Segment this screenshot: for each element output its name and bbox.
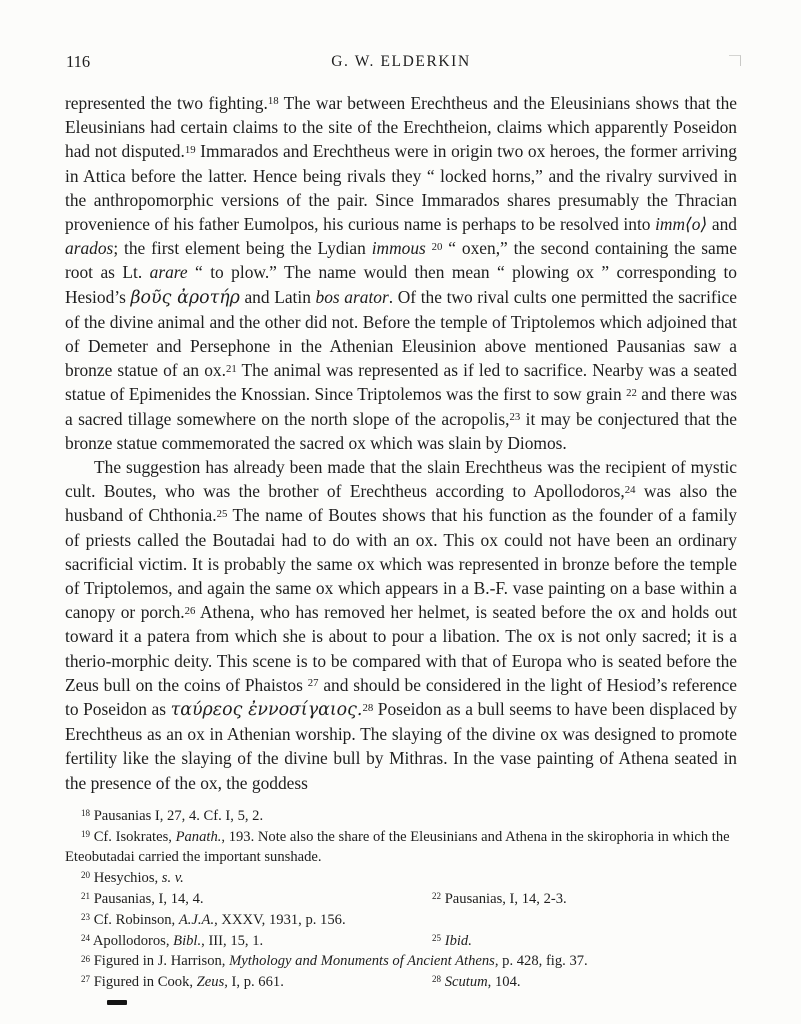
footnote: $^{18}$ Pausanias I, 27, 4. Cf. I, 5, 2.	[81, 807, 264, 824]
footnote-ref: 23	[509, 411, 521, 424]
paragraph: The suggestion has already been made that the slain Erechtheus was the recipient of mystic cult. Boutes, who was the brother of Erechtheus according to Apollodoros,$^{24}$ was also the husband of Chthonia.$^{25}$ The name of Boutes shows that his function as the founder of a family of priests called the Boutadai had to do with an ox. This ox could not have been an ordinary sacrificial victim. It is probably the same ox which was represented in bronze before the temple of Triptolemos, and again the same ox which appears in a B.-F. vase painting on a base within a canopy or porch.$^{26}$ Athena, who has removed her helmet, is seated before the ox and holds out toward it a patera from which she is about to pour a libation. The ox is not only sacred; it is a therio-morphic deity. This scene is to be compared with that of Europa who is seated before the Zeus bull on the coins of Phaistos $^{27}$ and should be considered in the light of Hesiod’s reference to Poseidon as ταύρεος ἐννοσίγαιος.$^{28}$ Poseidon as a bull seems to have been displaced by Erechtheus as an ox in Athenian worship. The slaying of the divine ox was designed to promote fertility like the slaying of the divine bull by Mithras. In the vase painting of Athena seated in the presence of the ox, the goddess	[65, 457, 738, 793]
footnote-ref: 26	[184, 604, 196, 617]
footnote-ref: 19	[184, 143, 196, 156]
footnote-ref: 24	[81, 932, 91, 943]
italic-text: arare	[149, 262, 188, 283]
footnote-ref: 24	[624, 483, 636, 496]
footnote-ref: 19	[81, 828, 91, 839]
footnote-ref: 27	[81, 974, 91, 985]
running-head: G. W. ELDERKIN	[331, 53, 471, 70]
footnote-ref: 18	[267, 95, 279, 108]
italic-text: Mythology and Monuments of Ancient Athens	[229, 953, 495, 970]
italic-text: Scutum	[444, 974, 488, 991]
footnote-ref: 25	[432, 932, 442, 943]
paragraph: represented the two fighting.$^{18}$ The war between Erechtheus and the Eleusinians shows that the Eleusinians had certain claims to the site of the Erechtheion, claims which apparently Poseidon had not disputed.$^{19}$ Immarados and Erechtheus were in origin two ox heroes, the former arriving in Attica before the latter. Hence being rivals they “ locked horns,” and the rivalry survived in the anthropomorphic versions of the pair. Since Immarados shares presumably the Thracian provenience of his father Eumolpos, his curious name is perhaps to be resolved into imm⟨o⟩ and arados; the first element being the Lydian immous $^{20}$ “ oxen,” the second containing the same root as Lt. arare “ to plow.” The name would then mean “ plowing ox ” corresponding to Hesiod’s βοῦς ἀροτήρ and Latin bos arator. Of the two rival cults one permitted the sacrifice of the divine animal and the other did not. Before the temple of Triptolemos which adjoined that of Demeter and Persephone in the Athenian Eleusinion above mentioned Pausanias saw a bronze statue of an ox.$^{21}$ The animal was represented as if led to sacrifice. Nearby was a seated statue of Epimenides the Knossian. Since Triptolemos was the first to sow grain $^{22}$ and there was a sacred tillage somewhere on the north slope of the acropolis,$^{23}$ it may be conjectured that the bronze statue commemorated the sacred ox which was slain by Diomos.	[65, 93, 737, 453]
italic-text: bos arator	[315, 286, 389, 307]
footnote-ref: 20	[81, 870, 91, 881]
italic-text: Panath.	[175, 828, 222, 845]
footnote: $^{24}$ Apollodoros, Bibl., III, 15, 1. $^{25}$ Ibid.	[65, 931, 737, 952]
scan-artifact-mark	[107, 1000, 127, 1005]
footnote-ref: 18	[81, 808, 91, 819]
footnote-second-column	[432, 931, 472, 952]
italic-text: arados	[65, 238, 114, 259]
footnote-ref: 22	[626, 386, 637, 399]
footnote: $^{21}$ Pausanias, I, 14, 4. $^{22}$ Pausanias, I, 14, 2-3.	[65, 889, 737, 910]
scan-artifact-corner	[729, 55, 741, 66]
footnote-ref: 28	[432, 974, 442, 985]
page-header	[65, 52, 737, 74]
footnote-second-column: $^{22}$ Pausanias, I, 14, 2-3.	[432, 891, 567, 908]
footnote: $^{20}$ Hesychios, s. v.	[81, 870, 184, 887]
italic-text: s. v.	[161, 870, 184, 887]
italic-text: imm⟨o⟩	[655, 214, 708, 235]
footnote-ref: 25	[216, 507, 228, 520]
page-number: 116	[66, 52, 91, 71]
italic-text: Bibl.	[173, 932, 202, 949]
greek-text: ταύρεος ἐννοσίγαιος.	[170, 700, 363, 721]
footnote-ref: 28	[362, 701, 374, 714]
footnote: $^{19}$ Cf. Isokrates, Panath., 193. Note also the share of the Eleusinians and Athena in the skirophoria in which the Eteobutadai carried the important sunshade.	[65, 828, 730, 866]
footnote: $^{23}$ Cf. Robinson, A.J.A., XXXV, 1931, p. 156.	[81, 911, 346, 928]
footnote-ref: 20	[431, 240, 443, 253]
footnote-ref: 22	[432, 891, 442, 902]
footnote-ref: 27	[307, 677, 319, 690]
footnote-ref: 26	[81, 953, 91, 964]
footnote-second-column: $^{28}$ Scutum, 104.	[432, 974, 521, 991]
footnote-ref: 21	[225, 362, 237, 375]
footnote-ref: 23	[81, 912, 91, 923]
italic-text: immous	[371, 238, 426, 259]
footnotes	[65, 806, 737, 993]
greek-text: βοῦς ἀροτήρ	[130, 287, 240, 308]
footnote: $^{26}$ Figured in J. Harrison, Mythology and Monuments of Ancient Athens, p. 428, fig. 37.	[81, 953, 588, 970]
italic-text: Ibid.	[444, 932, 472, 949]
footnote-ref: 21	[81, 891, 91, 902]
footnote: $^{27}$ Figured in Cook, Zeus, I, p. 661. $^{28}$ Scutum, 104.	[65, 972, 737, 993]
italic-text: Zeus	[196, 974, 225, 991]
body-text	[65, 91, 737, 795]
italic-text: A.J.A.	[178, 911, 215, 928]
